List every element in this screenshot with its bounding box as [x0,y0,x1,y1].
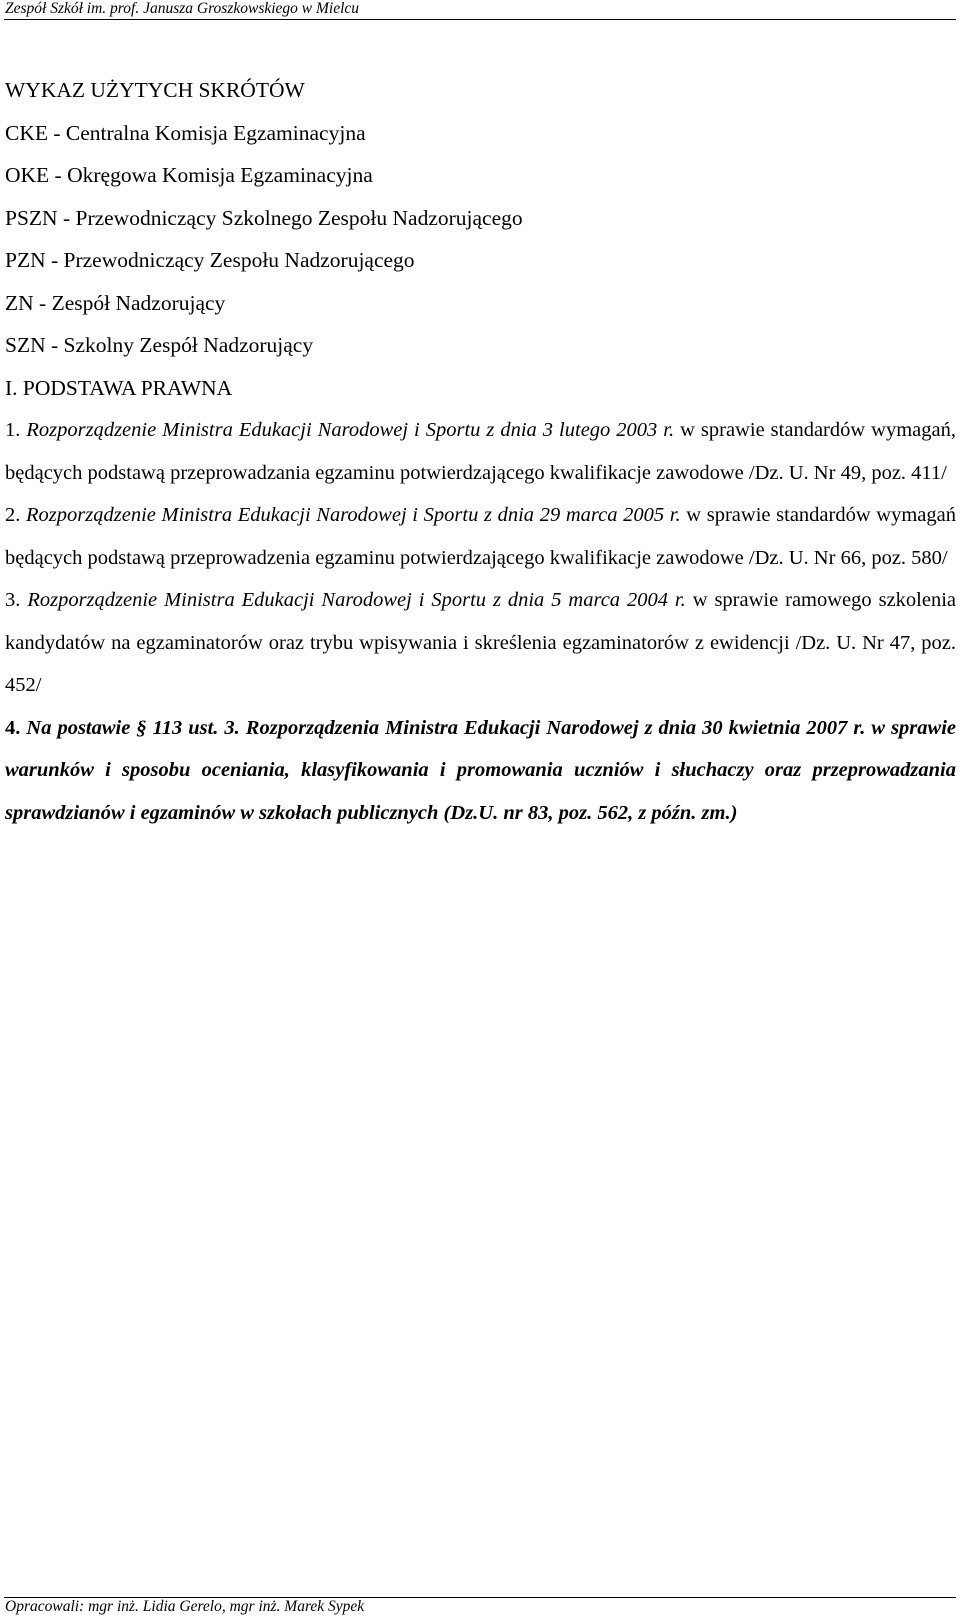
legal-item-text: w sprawie standardów wymagań będących podstawą przeprowadzenia egzaminu potwierdzającego kwalifikacje zawodowe /Dz. U. Nr 66, poz. 580/ [5,504,956,569]
legal-item-number: 2. [5,504,21,526]
legal-item-text: w sprawie ramowego szkolenia kandydatów na egzaminatorów oraz trybu wpisywania i skreślenia egzaminatorów z ewidencji /Dz. U. Nr 47, poz. 452/ [5,589,957,696]
legal-item-1 [5,409,956,494]
legal-item-number: 1. [5,419,21,441]
header-divider [4,19,956,20]
abbreviation-item: PSZN - Przewodniczący Szkolnego Zespołu Nadzorującego [5,205,523,230]
legal-item-4 [5,707,956,835]
abbreviation-item: CKE - Centralna Komisja Egzaminacyjna [5,120,366,145]
legal-item-text: w sprawie standardów wymagań, będących podstawą przeprowadzania egzaminu potwierdzającego kwalifikacje zawodowe /Dz. U. Nr 49, poz. 411/ [5,419,956,484]
legal-item-number: 4. [5,716,21,739]
legal-basis-title: I. PODSTAWA PRAWNA [5,375,233,400]
legal-item-3 [5,579,956,707]
abbreviation-item: ZN - Zespół Nadzorujący [5,290,226,315]
abbreviation-item: OKE - Okręgowa Komisja Egzaminacyjna [5,163,373,187]
legal-item-title: Rozporządzenie Ministra Edukacji Narodowej i Sportu z dnia 3 lutego 2003 r. [26,419,675,441]
legal-item-title: Rozporządzenie Ministra Edukacji Narodowej i Sportu z dnia 5 marca 2004 r. [27,589,686,611]
abbreviations-title: WYKAZ UŻYTYCH SKRÓTÓW [5,78,305,102]
legal-item-number: 3. [5,589,21,611]
legal-item-2 [5,494,956,579]
page-footer: Opracowali: mgr inż. Lidia Gerelo, mgr inż. Marek Sypek [5,1598,365,1615]
legal-item-title: Na postawie § 113 ust. 3. Rozporządzenia Ministra Edukacji Narodowej z dnia 30 kwietnia 2007 r. [26,716,866,739]
abbreviation-item: PZN - Przewodniczący Zespołu Nadzorującego [5,248,415,272]
legal-item-title: Rozporządzenie Ministra Edukacji Narodowej i Sportu z dnia 29 marca 2005 r. [26,504,681,526]
page-header: Zespół Szkół im. prof. Janusza Groszkowskiego w Mielcu [5,0,360,17]
legal-item-text: w sprawie warunków i sposobu oceniania, klasyfikowania i promowania uczniów i słuchaczy oraz przeprowadzania sprawdzianów i egzaminów w szkołach publicznych (Dz.U. nr 83, poz. 562, z późn. zm.) [5,716,957,824]
abbreviation-item: SZN - Szkolny Zespół Nadzorujący [5,333,314,357]
document-body [5,69,956,834]
